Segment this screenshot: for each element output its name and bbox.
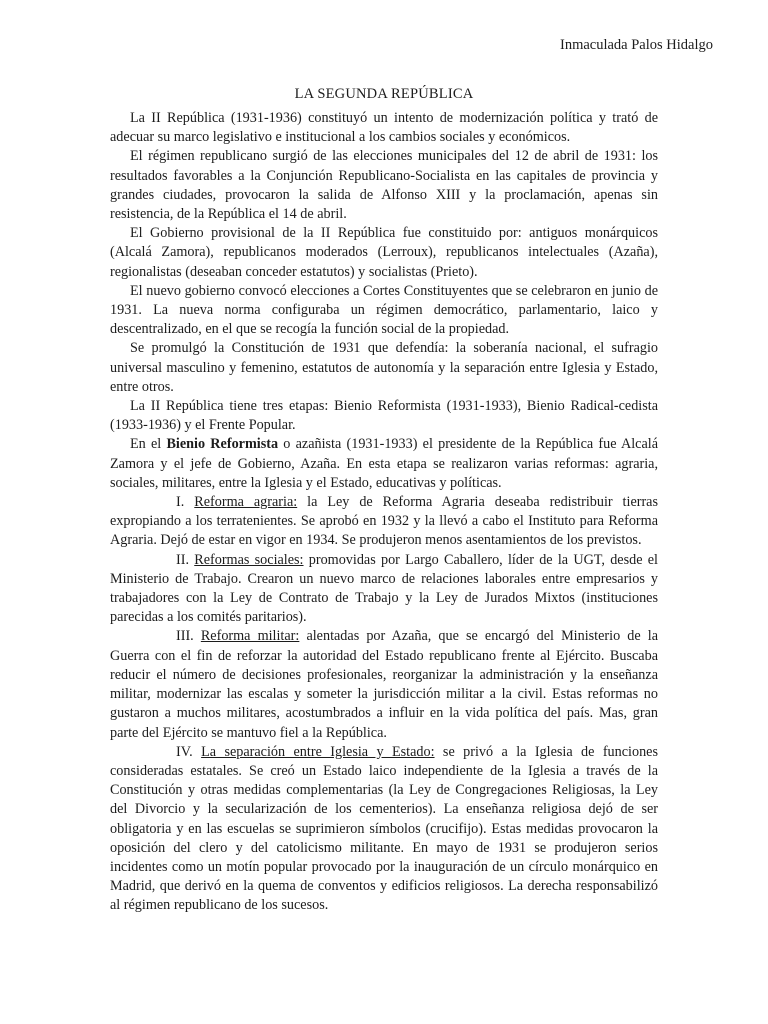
reform-text: la Ley de Reforma Agraria deseaba redistribuir tierras expropiando a los terratenientes. Se aprobó en 1932 y la llevó a cabo el Instituto para Reforma Agraria. Dejó de estar en vigor en 1934. Se produjeron menos asentamientos de los previstos. (110, 494, 659, 549)
reform-number: II. (176, 551, 189, 568)
reform-number: III. (176, 628, 194, 645)
reform-item-agraria (110, 493, 658, 551)
reform-title: Reforma agraria: (194, 494, 298, 511)
document-title: LA SEGUNDA REPÚBLICA (294, 86, 474, 102)
paragraph-constitution: Se promulgó la Constitución de 1931 que defendía: la soberanía nacional, el sufragio universal masculino y femenino, estatutos de autonomía y la separación entre Iglesia y Estado, entre otros. (110, 340, 658, 395)
reform-title: La separación entre Iglesia y Estado: (201, 743, 435, 760)
reform-item-iglesia-estado (110, 743, 658, 916)
bienio-prefix: En el (130, 436, 167, 453)
paragraph-bienio-reformista (110, 435, 658, 493)
reform-number: IV. (176, 743, 193, 760)
document-body (110, 109, 658, 916)
bienio-text: o azañista (1931-1933) el presidente de la República fue Alcalá Zamora y el jefe de Gobierno, Azaña. En esta etapa se realizaron varias reformas: agraria, sociales, militares, entre la Iglesia y el Estado, educativas y políticas. (110, 436, 659, 491)
paragraph-cortes: El nuevo gobierno convocó elecciones a Cortes Constituyentes que se celebraron en junio de 1931. La nueva norma configuraba un régimen democrático, parlamentario, laico y descentralizado, en el que se recogía la función social de la propiedad. (110, 282, 658, 338)
paragraph-stages: La II República tiene tres etapas: Bienio Reformista (1931-1933), Bienio Radical-cedista (1933-1936) y el Frente Popular. (110, 398, 658, 434)
reform-text: se privó a la Iglesia de funciones consideradas estatales. Se creó un Estado laico independiente de la Iglesia a través de la Constitución y otras medidas complementarias (la Ley de Congregaciones Religiosas, la Ley del Divorcio y la secularización de los cementerios). La enseñanza religiosa dejó de ser obligatoria y en las escuelas se suprimieron símbolos (crucifijo). Estas medidas provocaron la oposición del clero y del catolicismo militante. En mayo de 1931 se produjeron serios incidentes como un motín popular provocado por la inauguración de un círculo monárquico en Madrid, que derivó en la quema de conventos y edificios religiosos. La derecha responsabilizó al régimen republicano de los sucesos. (110, 743, 658, 914)
reform-text: alentadas por Azaña, que se encargó del Ministerio de la Guerra con el fin de reforzar la autoridad del Estado republicano frente al Ejército. Buscaba reducir el número de decisiones profesionales, reorganizar la administración y la enseñanza militar, modernizar las escalas y someter la jurisdicción militar a la civil. Estas reformas no gustaron a muchos militares, acostumbrados a influir en la vida política del país. Mas, gran parte del Ejército se mantuvo fiel a la República. (110, 628, 658, 741)
paragraph-elections: El régimen republicano surgió de las elecciones municipales del 12 de abril de 1931: los resultados favorables a la Conjunción Republicano-Socialista en las capitales de provincia y grandes ciudades, provocaron la salida de Alfonso XIII y la proclamación, apenas sin resistencia, de la República el 14 de abril. (110, 148, 658, 223)
paragraph-intro: La II República (1931-1936) constituyó un intento de modernización política y trató de adecuar su marco legislativo e institucional a los cambios sociales y económicos. (110, 110, 658, 146)
reform-number: I. (176, 494, 185, 511)
reform-title: Reformas sociales: (194, 551, 304, 568)
author-name: Inmaculada Palos Hidalgo (559, 37, 713, 53)
reform-title: Reforma militar: (200, 628, 300, 645)
reform-item-militar (110, 627, 658, 742)
paragraph-provisional-government: El Gobierno provisional de la II República fue constituido por: antiguos monárquicos (Alcalá Zamora), republicanos moderados (Lerroux), republicanos intelectuales (Azaña), regionalistas (deseaban conceder estatutos) y socialistas (Prieto). (110, 225, 658, 280)
reform-item-sociales (110, 551, 658, 628)
reform-text: promovidas por Largo Caballero, líder de la UGT, desde el Ministerio de Trabajo. Crearon un nuevo marco de relaciones laborales entre empresarios y trabajadores con la Ley de Contrato de Trabajo y la Ley de Jurados Mixtos (instituciones parecidas a los comités paritarios). (110, 551, 659, 626)
bienio-bold-term: Bienio Reformista (166, 436, 279, 453)
